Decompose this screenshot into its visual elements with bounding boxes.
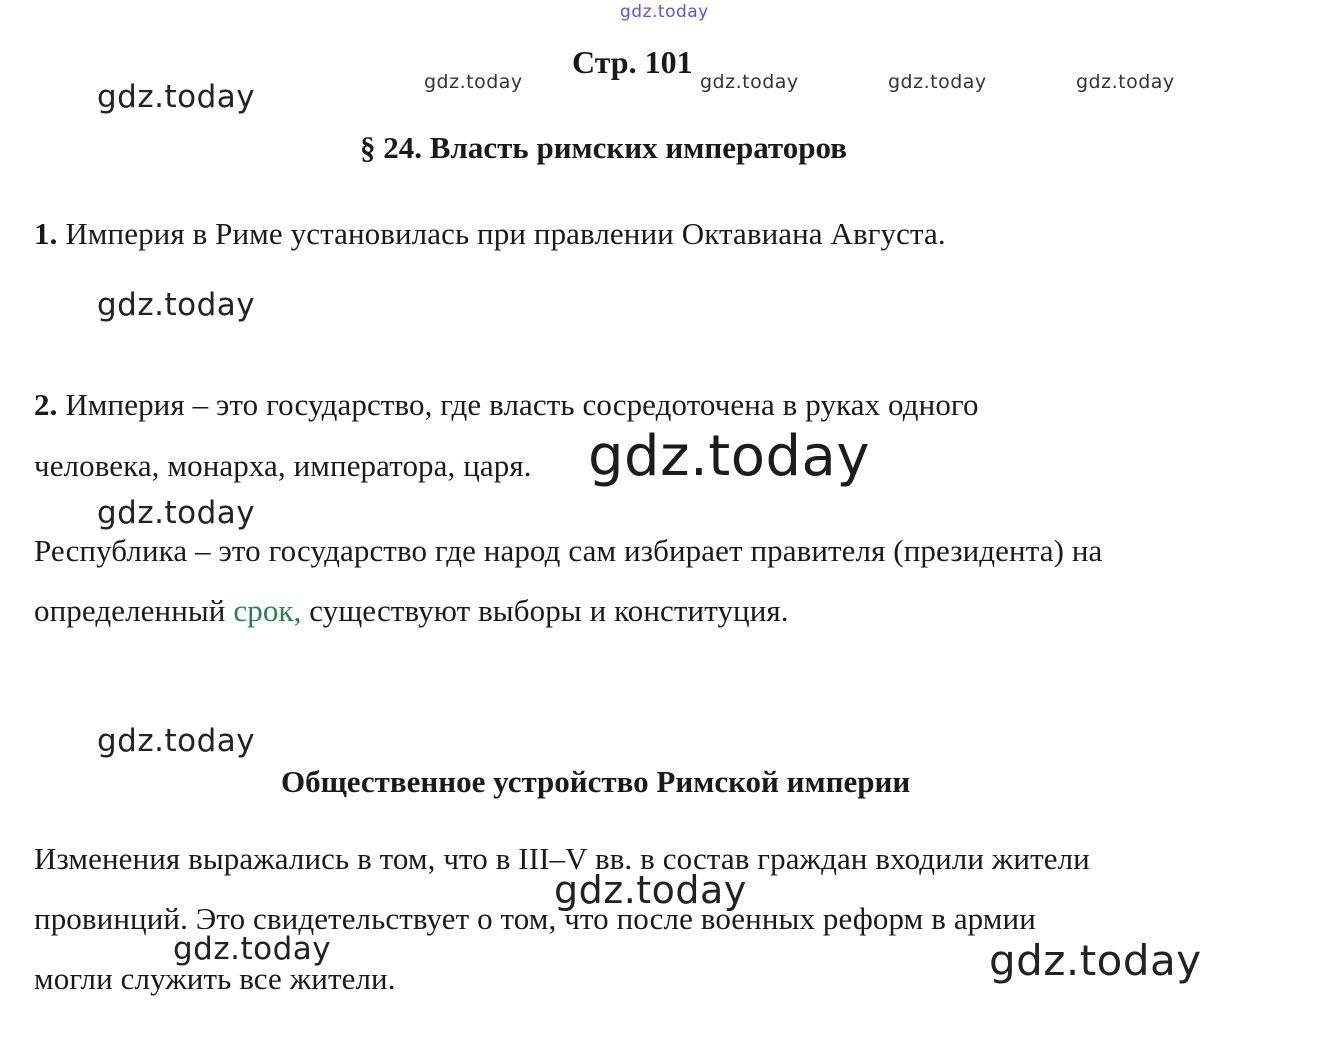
watermark: gdz.today (700, 71, 799, 93)
watermark: gdz.today (888, 71, 987, 93)
answer-2-number: 2. (34, 387, 58, 422)
answer-2-line-4-end: существуют выборы и конституция. (301, 593, 789, 628)
paragraph-line-2: провинций. Это свидетельствует о том, что после военных реформ в армии (34, 901, 1036, 936)
answer-1 (34, 216, 946, 252)
answer-2-line-4 (34, 593, 789, 629)
page-title: Стр. 101 (572, 44, 693, 80)
answer-1-number: 1. (34, 216, 58, 251)
watermark: gdz.today (97, 287, 256, 323)
answer-1-text: Империя в Риме установилась при правлении Октавиана Августа. (65, 216, 946, 251)
watermark-large: gdz.today (588, 424, 871, 489)
watermark: gdz.today (424, 71, 523, 93)
watermark: gdz.today (97, 79, 256, 115)
watermark-top: gdz.today (620, 2, 709, 22)
answer-2-line-3: Республика – это государство где народ сам избирает правителя (президента) на (34, 533, 1103, 568)
watermark: gdz.today (1076, 71, 1175, 93)
answer-2-line-1 (34, 387, 979, 423)
subheading: Общественное устройство Римской империи (281, 764, 911, 799)
watermark: gdz.today (97, 723, 256, 759)
watermark: gdz.today (173, 931, 332, 967)
answer-2-text: Империя – это государство, где власть сосредоточена в руках одного (65, 387, 979, 422)
watermark: gdz.today (989, 936, 1202, 985)
answer-2-line-4-start: определенный (34, 593, 234, 628)
watermark: gdz.today (554, 868, 747, 912)
paragraph-line-1: Изменения выражались в том, что в III–V вв. в состав граждан входили жители (34, 841, 1090, 876)
paragraph-line-3: могли служить все жители. (34, 961, 396, 996)
watermark: gdz.today (97, 495, 256, 531)
answer-2-line-2: человека, монарха, императора, царя. (34, 448, 532, 483)
section-heading: § 24. Власть римских императоров (360, 130, 847, 165)
answer-2-line-4-highlight: срок, (233, 593, 302, 628)
